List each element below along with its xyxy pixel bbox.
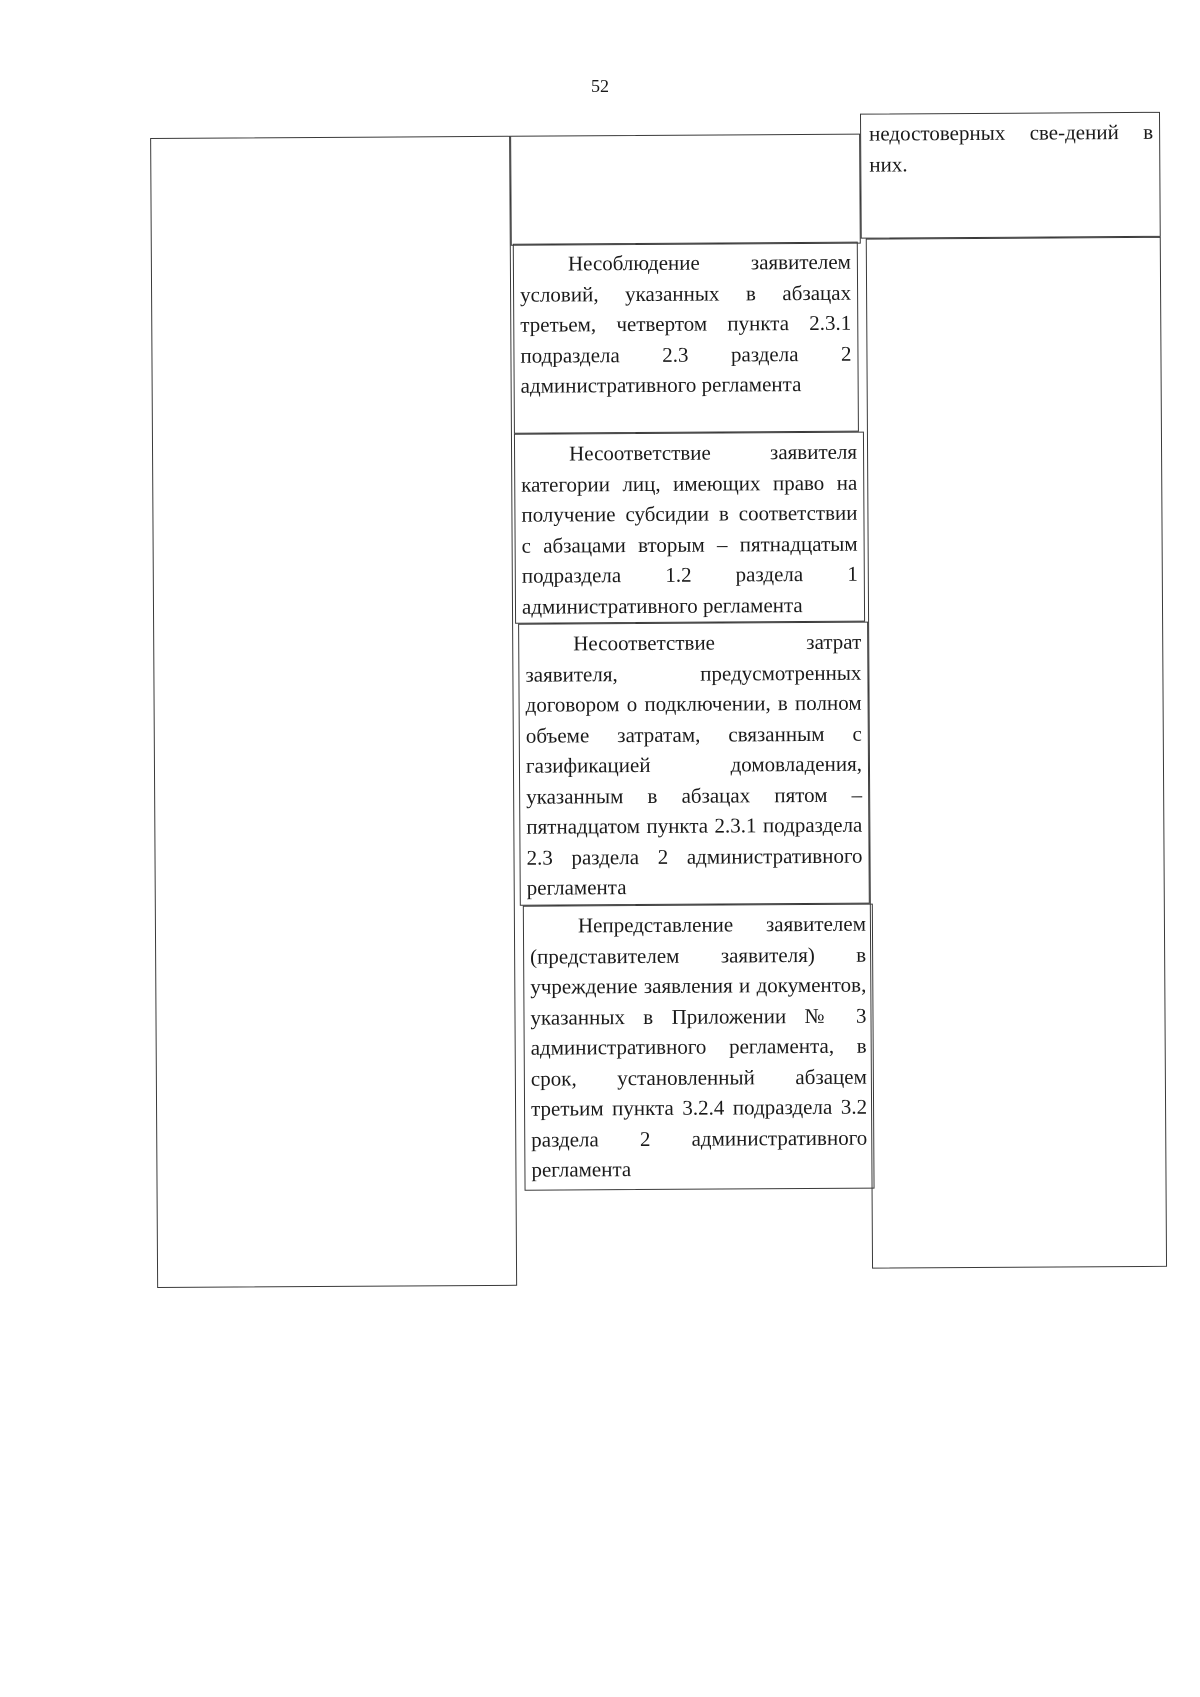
cell-text: недостоверных све-дений в них. [869,119,1154,177]
table-cell-right-top [860,112,1161,239]
cell-text: Непредставление заявителем (представителем заявителя) в учреждение заявления и документов, указанных в Приложении № 3 административного регламента, в срок, установленный абзацем третьим пункта 3.2.4 подраздела 3.2 раздела 2 административного регламента [530,911,868,1182]
table-cell-ground-2 [514,432,865,624]
page-number: 52 [591,76,609,96]
table-cell-ground-1 [513,242,859,434]
grounds-table [150,112,1167,1288]
table-cell-ground-4 [523,904,875,1191]
table-column-left-empty [150,136,517,1288]
table-cell-ground-3 [518,622,870,906]
cell-text: Несоответствие затрат заявителя, предусмотренных договором о подключении, в полном объеме затратам, связанным с газификацией домовладения, указанным в абзацах пятом – пятнадцатом пункта 2.3.1 подраздела 2.3 раздела 2 административного регламента [525,629,863,900]
cell-text: Несоблюдение заявителем условий, указанных в абзацах третьем, четвертом пункта 2.3.1 подраздела 2.3 раздела 2 административного регламента [520,249,852,398]
table-cell-right-empty [866,237,1167,1269]
cell-text: Несоответствие заявителя категории лиц, имеющих право на получение субсидии в соответствии с абзацами вторым – пятнадцатым подраздела 1.2 раздела 1 административного регламента [521,439,858,619]
table-cell-middle-empty [510,134,861,246]
